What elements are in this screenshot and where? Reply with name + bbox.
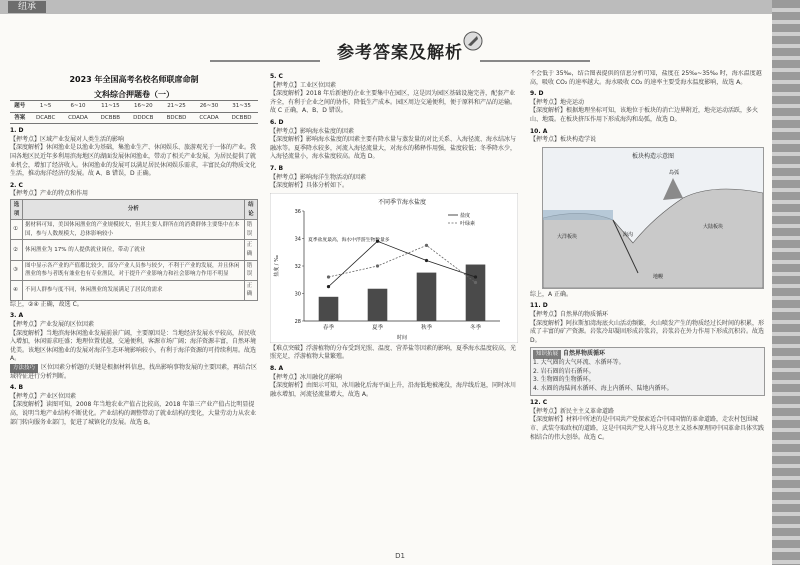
chart-title: 不同季节海水盐度	[377, 198, 427, 206]
q8-tag: 【押考点】冰川融化的影响	[270, 373, 343, 381]
table-header-cell: 结论	[244, 199, 257, 219]
x-axis-label: 时间	[396, 334, 408, 341]
list-item: 3. 生物圈的生物循环。	[533, 376, 595, 384]
column-middle	[270, 70, 518, 538]
table-cell: ①	[11, 220, 23, 240]
q5-body: 【深度解析】2018 年后新建的企业主要集中在园区，这是因为园区基础设施完善，配套产业齐全，有利于企业之间的协作，降低生产成本。园区周边交通便利，便于原料和产品的运输。故 C 正确，A、B、D 错误。	[270, 90, 517, 115]
q10-tag: 【押考点】板块构造学说	[530, 136, 597, 144]
y-tick-label: 34	[294, 236, 301, 243]
q3-tip	[10, 364, 258, 381]
table-header-cell: 分析	[22, 199, 244, 219]
q12-body: 【深度解析】材料中所述的是中国共产党探索适合中国国情的革命道路，走农村包围城市、武装夺取政权的道路，这是中国共产党人将马克思主义基本原理同中国革命具体实践相结合的伟大创举。故选 C。	[530, 416, 765, 441]
q7-note: 【难点突破】浮游植物的分布受到光照、温度、营养盐等因素的影响，夏季海水温度较高，光照充足，浮游植物大量繁殖。	[270, 344, 517, 361]
q2-head: 2. C	[10, 181, 23, 189]
legend-label: 盐度	[460, 212, 471, 219]
table-cell: DCBBD	[225, 112, 258, 124]
q6-tag: 【押考点】影响海水盐度的因素	[270, 127, 355, 135]
table-cell: ④	[11, 280, 23, 300]
q9-head: 9. D	[530, 90, 544, 98]
table-cell: 题号	[10, 101, 30, 113]
page-title: 参考答案及解析	[337, 43, 463, 63]
table-cell: DDDCB	[126, 112, 160, 124]
q1-body: 【深度解析】休闲渔业是以渔业为基础，集渔业生产、休闲娱乐、旅游观光于一体的产业。我国各地区民近年多利用滨海地区的湖面发展休闲渔业，带动了相关产业发展，为居民提供了就业机会，增加了经济收入。休闲渔业的发展可以满足居民休闲娱乐需求，丰富民众的物质文化生活，推动海洋经济的发展。故 A、B 错误，D 正确。	[10, 144, 257, 178]
continued-paragraph: 不会低于 35‰，结合图表提供的信息分析可知，盐度在 25‰~35‰ 时，海水温度越高，吸收 CO₂ 的速率越大。海水吸收 CO₂ 的速率主要受海水温度影响，故选 A。	[530, 70, 762, 86]
table-header-row	[11, 199, 258, 219]
chart-bar	[417, 272, 437, 320]
q1-head: 1. D	[10, 127, 24, 135]
table-cell: 据材料可知，美国休闲渔业的产业规模较大，但其主要人群所在的消费群体主要集中在本国，参与人数规模大，总体影响较小	[22, 220, 244, 240]
diagram-label: 海沟	[623, 231, 634, 238]
table-row	[11, 280, 258, 300]
q10-conclusion: 综上，A 正确。	[530, 290, 573, 298]
exam-title-2: 文科综合押题卷（一）	[94, 90, 174, 99]
table-row	[11, 240, 258, 260]
q5-head: 5. C	[270, 73, 283, 80]
q8-head: 8. A	[270, 364, 284, 372]
knowledge-box-heading: 自然界物质循环	[562, 350, 605, 358]
list-item: 2. 岩石圈的岩石循环。	[533, 367, 595, 375]
knowledge-box-label: 知识拓展	[533, 350, 561, 359]
diagram-label: 地幔	[653, 273, 664, 280]
q2-tag: 【押考点】产业的特点和作用	[10, 190, 89, 198]
q12-head: 12. C	[530, 399, 548, 407]
q11-head: 11. D	[530, 302, 548, 310]
table-cell: CCADA	[193, 112, 225, 124]
table-cell: DCBBB	[94, 112, 126, 124]
table-cell: 1~5	[30, 101, 62, 113]
chart-svg	[270, 193, 518, 343]
x-tick-label: 春季	[322, 324, 335, 331]
q11-tag: 【押考点】自然界的物质循环	[530, 310, 609, 318]
volcano-shape	[663, 178, 683, 200]
chart-bar	[466, 264, 486, 320]
table-cell: 16~20	[126, 101, 160, 113]
rocket-icon	[462, 30, 484, 56]
q7-body: 【深度解析】具体分析如下。	[270, 182, 349, 190]
salinity-chart	[270, 193, 518, 343]
data-point	[474, 281, 477, 284]
table-cell: 错误	[244, 220, 257, 240]
q7-head: 7. B	[270, 164, 284, 172]
q3-head: 3. A	[10, 312, 24, 320]
list-item: 4. 水圈的海陆间水循环、海上内循环、陆地内循环。	[533, 384, 673, 392]
q9-tag: 【押考点】地壳运动	[530, 98, 585, 106]
table-cell: 21~25	[160, 101, 193, 113]
q4-tag: 【押考点】产业区位因素	[10, 392, 77, 400]
chart-bar	[368, 288, 388, 320]
answer-table	[10, 100, 258, 124]
plate-diagram	[542, 147, 764, 289]
diagram-label: 大洋板块	[557, 233, 578, 240]
q4-head: 4. B	[10, 384, 24, 392]
q2-conclusion: 综上，②④ 正确，故选 C。	[10, 300, 83, 308]
table-header-cell: 选项	[11, 199, 23, 219]
table-cell: CDADA	[62, 112, 95, 124]
answer-table-row-answers	[10, 112, 258, 124]
page-number: D1	[395, 552, 405, 560]
data-point	[327, 275, 330, 278]
y-tick-label: 32	[294, 263, 301, 270]
exam-title-1: 2023 年全国高考名校名师联席命制	[69, 75, 199, 84]
data-point	[474, 275, 477, 278]
top-header-bar	[0, 0, 800, 14]
table-cell: 不同人群参与度不同，休闲渔业的发展满足了居民的需求	[22, 280, 244, 300]
chart-bar	[319, 297, 339, 321]
diagram-label: 大陆板块	[703, 223, 724, 230]
q6-head: 6. D	[270, 118, 284, 126]
table-cell: 11~15	[94, 101, 126, 113]
answer-table-row-questions	[10, 101, 258, 113]
x-tick-label: 冬季	[469, 324, 482, 331]
data-point	[376, 264, 379, 267]
table-cell: ③	[11, 260, 23, 280]
table-cell: ②	[11, 240, 23, 260]
table-cell: 正确	[244, 240, 257, 260]
table-row	[11, 220, 258, 240]
q3-body: 【深度解析】当地滨海休闲渔业发展前景广阔，主要原因是：当地经济发展水平较高，居民收入增加，休闲需求旺盛；地理位置优越，交通便利，客源市场广阔；海洋资源丰富，自然环境优美。该地区休闲渔业的发展对海洋生态环境影响较小，有利于海洋资源的可持续利用。故选 A。	[10, 329, 257, 363]
plate-diagram-svg	[543, 148, 763, 288]
table-cell: 6~10	[62, 101, 95, 113]
q1-tag: 【押考点】区域产业发展对人类生活的影响	[10, 135, 125, 143]
data-point	[425, 259, 428, 262]
y-tick-label: 28	[294, 318, 301, 325]
data-point	[327, 285, 330, 288]
x-tick-label: 夏季	[371, 324, 384, 331]
chart-annotation: 夏季盐度最高，海水中浮游生物数量多	[308, 237, 390, 243]
q9-body: 【深度解析】根据地理坐标可知，该地位于板块的消亡边界附近，地壳运动活跃，多火山、地震。在板块挤压作用下形成海沟和岛弧，故选 D。	[530, 107, 759, 123]
q2-analysis-table	[10, 199, 258, 301]
q7-tag: 【押考点】影响海洋生物活动的因素	[270, 173, 367, 181]
tip-label: 方法技巧	[10, 364, 38, 373]
table-cell: BDCBD	[160, 112, 193, 124]
table-cell: DCABC	[30, 112, 62, 124]
y-tick-label: 36	[294, 208, 301, 215]
q3-tag: 【押考点】产业发展的区位因素	[10, 321, 95, 329]
table-cell: 休闲渔业为 17% 的人提供就业岗位，带动了就业	[22, 240, 244, 260]
q10-head: 10. A	[530, 127, 548, 135]
tip-text: 区位因素分析题的关键是根据材料信息，找出影响事物发展的主要因素，再结合区域特征进行分析判断。	[10, 364, 258, 380]
ocean-shape	[543, 210, 613, 220]
q8-body: 【深度解析】由图示可知，冰川融化后海平面上升，沿海低地被淹没，海岸线后退，同时冰川融水增加，河流径流量增大，故选 A。	[270, 382, 517, 398]
list-item: 1. 大气圈的大气环流、水循环等。	[533, 358, 625, 366]
table-cell: 错误	[244, 260, 257, 280]
table-cell: 31~35	[225, 101, 258, 113]
table-cell: 26~30	[193, 101, 225, 113]
q12-tag: 【押考点】新民主主义革命道路	[530, 407, 615, 415]
legend-label: 叶绿素	[460, 220, 476, 227]
x-tick-label: 秋季	[420, 324, 433, 331]
q11-body: 【深度解析】阿拉斯加湾海底火山活动频繁，火山喷发产生的物质经过长时间的积累，形成了丰富的矿产资源。岩浆冷却凝固形成岩浆岩，岩浆岩在外力作用下形成沉积岩。故选 D。	[530, 319, 765, 344]
section-tag: 纽承	[8, 1, 46, 13]
table-cell: 正确	[244, 280, 257, 300]
q4-body: 【深度解析】读图可知，2008 年当地农业产值占比较高，2018 年第三产业产值占比明显提高，说明当地产业结构不断优化。产业结构的调整带动了就业结构的变化，大量劳动力从农业部门转向服务业部门，促进了城镇化的发展。故选 B。	[10, 401, 257, 426]
diagram-label: 岛弧	[669, 169, 680, 176]
column-right	[530, 70, 765, 538]
y-axis-label: 盐度 / ‰	[274, 254, 280, 277]
knowledge-box	[530, 347, 765, 396]
y-tick-label: 30	[294, 291, 301, 298]
q6-body: 【深度解析】影响海水盐度的因素主要有降水量与蒸发量的对比关系、入海径流、海水结冰与融冰等。夏季降水较多，河流入海径流量大，对海水的稀释作用强，盐度较低；冬季降水少，入海径流量小，海水盐度较高。故选 D。	[270, 136, 517, 161]
edge-stripes	[772, 0, 800, 565]
table-cell: 答案	[10, 112, 30, 124]
table-cell: 图中显示各产业的产值都比较少，部分产业人员参与较少，不利于产业的发展，并且休闲渔业的参与者既有兼业也有专业渔民，对于提升产业影响力和社会影响力作用不明显	[22, 260, 244, 280]
column-left	[10, 70, 258, 538]
table-row	[11, 260, 258, 280]
data-point	[425, 243, 428, 246]
q5-tag: 【押考点】工业区位因素	[270, 81, 337, 89]
diagram-title: 板块构造示意图	[631, 152, 675, 160]
